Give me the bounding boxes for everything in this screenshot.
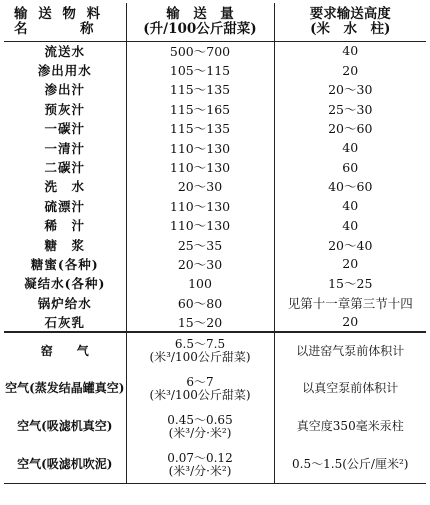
gas-amount-value: 0.45～0.65 <box>167 412 233 427</box>
material-name-cell: 稀 汁 <box>44 218 85 234</box>
height-cell: 20～60 <box>274 119 426 138</box>
amount-cell: 20～30 <box>126 254 274 273</box>
gas-amount-cell <box>126 370 274 408</box>
amount-cell: 15～20 <box>126 312 274 331</box>
height-cell: 15～25 <box>274 274 426 293</box>
gas-table-row <box>4 408 426 446</box>
height-cell: 见第十一章第三节十四 <box>274 293 426 312</box>
gas-amount-cell <box>126 446 274 484</box>
material-name-cell: 渗出用水 <box>37 63 92 79</box>
amount-cell: 110～130 <box>126 216 274 235</box>
gas-table-row <box>4 446 426 484</box>
gas-amount-unit: (米³/分·米²) <box>168 463 232 478</box>
material-name-cell: 锅炉给水 <box>37 295 92 311</box>
table-row <box>4 293 426 312</box>
table-row <box>4 274 426 293</box>
gas-table-row <box>4 332 426 370</box>
conveying-requirements-table <box>4 3 426 484</box>
table-row <box>4 41 426 60</box>
height-cell: 60 <box>274 157 426 176</box>
material-name-cell: 硫漂汁 <box>44 198 85 214</box>
amount-cell: 105～115 <box>126 60 274 79</box>
material-name-cell: 一清汁 <box>44 140 85 156</box>
gas-height-cell: 以进窑气泵前体积计 <box>274 332 426 370</box>
table-row <box>4 254 426 273</box>
amount-cell: 60～80 <box>126 293 274 312</box>
gas-name-cell: 空气(吸滤机真空) <box>17 419 113 434</box>
gas-amount-value: 6.5～7.5 <box>174 337 226 352</box>
height-cell: 40 <box>274 41 426 60</box>
table-row <box>4 157 426 176</box>
table-row <box>4 216 426 235</box>
material-name-cell: 洗 水 <box>44 179 85 195</box>
table-row <box>4 60 426 79</box>
table-row <box>4 235 426 254</box>
table-row <box>4 196 426 215</box>
height-cell: 40 <box>274 138 426 157</box>
gas-name-cell: 窑 气 <box>4 332 126 370</box>
gas-height-cell: 真空度350毫米汞柱 <box>274 408 426 446</box>
header-material-name: 输 送 物 料 名 称 <box>4 3 126 41</box>
material-name-cell: 石灰乳 <box>44 314 85 330</box>
gas-amount-unit: (米³/100公斤甜菜) <box>149 350 251 365</box>
table-row <box>4 119 426 138</box>
gas-height-cell: 0.5～1.5(公斤/厘米²) <box>274 446 426 484</box>
header-amount: 输 送 量 (升/100公斤甜菜) <box>126 3 274 41</box>
gas-amount-value: 0.07～0.12 <box>167 450 233 465</box>
material-name-cell: 一碳汁 <box>44 121 85 137</box>
gas-height-cell: 以真空泵前体积计 <box>274 370 426 408</box>
amount-cell: 115～135 <box>126 119 274 138</box>
amount-cell: 115～135 <box>126 80 274 99</box>
amount-cell: 25～35 <box>126 235 274 254</box>
gas-table-row <box>4 370 426 408</box>
table-row <box>4 138 426 157</box>
table-row <box>4 177 426 196</box>
amount-cell: 20～30 <box>126 177 274 196</box>
height-cell: 20～30 <box>274 80 426 99</box>
height-cell: 20 <box>274 312 426 331</box>
gas-amount-unit: (米³/分·米²) <box>168 425 232 440</box>
amount-cell: 110～130 <box>126 138 274 157</box>
header-row <box>4 3 426 41</box>
amount-cell: 110～130 <box>126 157 274 176</box>
amount-cell: 500～700 <box>126 41 274 60</box>
gas-amount-cell <box>126 332 274 370</box>
height-cell: 20～40 <box>274 235 426 254</box>
material-name-cell: 预灰汁 <box>44 101 85 117</box>
height-cell: 20 <box>274 60 426 79</box>
gas-amount-cell <box>126 408 274 446</box>
gas-name-cell: 空气(吸滤机吹泥) <box>4 446 126 484</box>
table-row <box>4 312 426 331</box>
height-cell: 25～30 <box>274 99 426 118</box>
header-height: 要求输送高度 (米 水 柱) <box>274 3 426 41</box>
material-name-cell: 渗出汁 <box>44 82 85 98</box>
material-name-cell: 流送水 <box>44 43 85 59</box>
amount-cell: 115～165 <box>126 99 274 118</box>
table-row <box>4 80 426 99</box>
amount-cell: 100 <box>126 274 274 293</box>
gas-amount-unit: (米³/100公斤甜菜) <box>149 387 251 402</box>
amount-cell: 110～130 <box>126 196 274 215</box>
height-cell: 40 <box>274 216 426 235</box>
material-name-cell: 凝结水(各种) <box>24 276 106 292</box>
height-cell: 20 <box>274 254 426 273</box>
gas-amount-value: 6～7 <box>186 374 214 389</box>
material-name-cell: 糖 浆 <box>44 237 85 253</box>
table-row <box>4 99 426 118</box>
material-name-cell: 二碳汁 <box>44 160 85 176</box>
height-cell: 40 <box>274 196 426 215</box>
height-cell: 40～60 <box>274 177 426 196</box>
material-name-cell: 糖蜜(各种) <box>30 256 99 272</box>
gas-name-cell: 空气(蒸发结晶罐真空) <box>5 381 125 396</box>
